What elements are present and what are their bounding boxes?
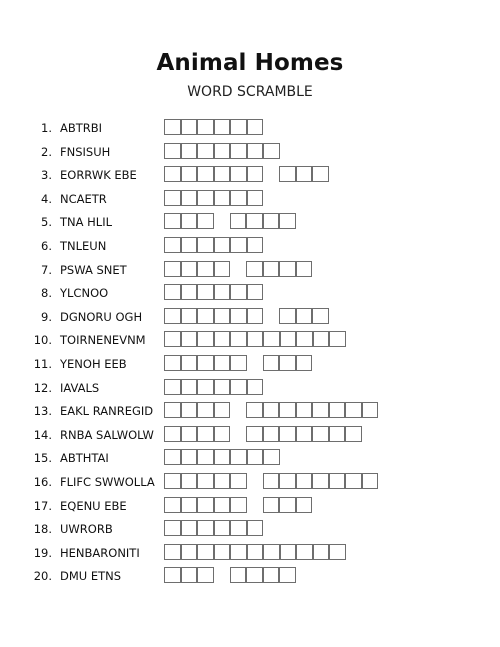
letter-box[interactable] [263, 426, 280, 442]
letter-box[interactable] [181, 331, 198, 347]
letter-box[interactable] [214, 119, 231, 135]
letter-box[interactable] [164, 520, 181, 536]
letter-box[interactable] [247, 308, 264, 324]
puzzle-row [0, 543, 500, 561]
letter-box[interactable] [313, 544, 330, 560]
letter-box[interactable] [230, 449, 247, 465]
letter-box[interactable] [280, 331, 297, 347]
letter-box[interactable] [181, 190, 198, 206]
item-number: 9. [41, 309, 52, 324]
letter-box[interactable] [214, 308, 231, 324]
puzzle-row [0, 448, 500, 466]
letter-box[interactable] [296, 308, 313, 324]
item-number: 10. [33, 333, 52, 348]
puzzle-row [0, 496, 500, 514]
letter-box[interactable] [181, 166, 198, 182]
puzzle-row [0, 142, 500, 160]
letter-box[interactable] [263, 143, 280, 159]
letter-box[interactable] [164, 355, 181, 371]
item-number: 2. [41, 144, 52, 159]
letter-box[interactable] [230, 166, 247, 182]
letter-box[interactable] [247, 331, 264, 347]
letter-box[interactable] [164, 213, 181, 229]
scrambled-word: TOIRNENEVNM [60, 333, 146, 348]
scrambled-word: EQENU EBE [60, 498, 127, 513]
puzzle-row [0, 307, 500, 325]
letter-box[interactable] [164, 567, 181, 583]
letter-box[interactable] [181, 213, 198, 229]
item-number: 14. [33, 427, 52, 442]
letter-box[interactable] [214, 402, 231, 418]
puzzle-row [0, 283, 500, 301]
letter-box[interactable] [246, 426, 263, 442]
letter-box[interactable] [164, 331, 181, 347]
letter-box[interactable] [279, 402, 296, 418]
letter-box[interactable] [164, 473, 181, 489]
letter-box[interactable] [296, 166, 313, 182]
letter-box[interactable] [263, 497, 280, 513]
letter-box[interactable] [312, 473, 329, 489]
letter-box[interactable] [197, 331, 214, 347]
item-number: 16. [33, 475, 52, 489]
letter-box[interactable] [197, 355, 214, 371]
letter-box[interactable] [296, 497, 313, 513]
letter-box[interactable] [296, 261, 313, 277]
letter-box[interactable] [197, 143, 214, 159]
scrambled-word: TNLEUN [60, 239, 107, 253]
letter-box[interactable] [197, 567, 214, 583]
letter-box[interactable] [214, 449, 231, 465]
letter-box[interactable] [247, 544, 264, 560]
letter-box[interactable] [181, 379, 198, 395]
letter-box[interactable] [263, 544, 280, 560]
item-number: 6. [41, 239, 52, 253]
puzzle-row [0, 401, 500, 419]
item-number: 3. [41, 168, 52, 183]
letter-box[interactable] [263, 355, 280, 371]
letter-box[interactable] [345, 426, 362, 442]
puzzle-row [0, 118, 500, 136]
letter-box[interactable] [246, 213, 263, 229]
letter-box[interactable] [214, 261, 231, 277]
letter-box[interactable] [279, 308, 296, 324]
puzzle-row [0, 378, 500, 396]
letter-box[interactable] [181, 402, 198, 418]
letter-box[interactable] [230, 544, 247, 560]
puzzle-row [0, 236, 500, 254]
letter-box[interactable] [230, 213, 247, 229]
letter-box[interactable] [296, 355, 313, 371]
letter-box[interactable] [230, 520, 247, 536]
letter-box[interactable] [214, 520, 231, 536]
letter-box[interactable] [164, 143, 181, 159]
letter-box[interactable] [230, 190, 247, 206]
letter-box[interactable] [181, 284, 198, 300]
item-number: 20. [33, 569, 52, 584]
letter-box[interactable] [197, 449, 214, 465]
letter-box[interactable] [197, 402, 214, 418]
letter-box[interactable] [329, 331, 346, 347]
letter-box[interactable] [181, 497, 198, 513]
puzzle-row [0, 165, 500, 183]
letter-box[interactable] [279, 213, 296, 229]
page-title: Animal Homes [156, 50, 344, 76]
letter-box[interactable] [164, 426, 181, 442]
letter-box[interactable] [164, 237, 181, 253]
letter-box[interactable] [345, 473, 362, 489]
letter-box[interactable] [230, 355, 247, 371]
letter-box[interactable] [181, 473, 198, 489]
letter-box[interactable] [263, 402, 280, 418]
letter-box[interactable] [214, 237, 231, 253]
item-number: 7. [41, 262, 52, 277]
letter-box[interactable] [247, 190, 264, 206]
letter-box[interactable] [263, 261, 280, 277]
letter-box[interactable] [181, 567, 198, 583]
letter-box[interactable] [214, 190, 231, 206]
letter-box[interactable] [197, 190, 214, 206]
item-number: 15. [33, 451, 52, 466]
letter-box[interactable] [181, 237, 198, 253]
letter-box[interactable] [279, 567, 296, 583]
letter-box[interactable] [197, 308, 214, 324]
letter-box[interactable] [312, 308, 329, 324]
page-subtitle: WORD SCRAMBLE [187, 84, 313, 100]
letter-box[interactable] [246, 402, 263, 418]
scrambled-word: RNBA SALWOLW [60, 427, 154, 442]
letter-box[interactable] [197, 166, 214, 182]
letter-box[interactable] [247, 166, 264, 182]
letter-box[interactable] [164, 261, 181, 277]
letter-box[interactable] [214, 473, 231, 489]
scrambled-word: EORRWK EBE [60, 168, 137, 183]
scrambled-word: IAVALS [60, 380, 100, 395]
puzzle-row [0, 330, 500, 348]
letter-box[interactable] [197, 497, 214, 513]
letter-box[interactable] [247, 237, 264, 253]
letter-box[interactable] [296, 544, 313, 560]
puzzle-row [0, 212, 500, 230]
letter-box[interactable] [246, 567, 263, 583]
letter-box[interactable] [279, 166, 296, 182]
letter-box[interactable] [263, 567, 280, 583]
puzzle-row [0, 354, 500, 372]
letter-box[interactable] [164, 119, 181, 135]
letter-box[interactable] [197, 261, 214, 277]
letter-box[interactable] [247, 520, 264, 536]
scrambled-word: DGNORU OGH [60, 309, 143, 324]
letter-box[interactable] [214, 497, 231, 513]
scrambled-word: FNSISUH [60, 144, 111, 159]
letter-box[interactable] [164, 166, 181, 182]
letter-box[interactable] [279, 497, 296, 513]
scrambled-word: FLIFC SWWOLLA [60, 475, 155, 489]
letter-box[interactable] [263, 213, 280, 229]
letter-box[interactable] [164, 544, 181, 560]
item-number: 8. [41, 286, 52, 301]
letter-box[interactable] [164, 190, 181, 206]
letter-box[interactable] [197, 473, 214, 489]
letter-box[interactable] [329, 426, 346, 442]
scrambled-word: DMU ETNS [60, 569, 122, 584]
letter-box[interactable] [312, 166, 329, 182]
letter-box[interactable] [214, 143, 231, 159]
letter-box[interactable] [263, 449, 280, 465]
letter-box[interactable] [214, 331, 231, 347]
scrambled-word: TNA HLIL [60, 215, 113, 230]
letter-box[interactable] [279, 355, 296, 371]
letter-box[interactable] [181, 355, 198, 371]
letter-box[interactable] [181, 520, 198, 536]
letter-box[interactable] [197, 284, 214, 300]
letter-box[interactable] [279, 473, 296, 489]
letter-box[interactable] [313, 331, 330, 347]
letter-box[interactable] [247, 143, 264, 159]
letter-box[interactable] [230, 473, 247, 489]
letter-box[interactable] [164, 497, 181, 513]
letter-box[interactable] [230, 237, 247, 253]
puzzle-row [0, 519, 500, 537]
letter-box[interactable] [280, 544, 297, 560]
letter-box[interactable] [181, 544, 198, 560]
letter-box[interactable] [279, 261, 296, 277]
letter-box[interactable] [263, 473, 280, 489]
letter-box[interactable] [197, 544, 214, 560]
puzzle-row [0, 566, 500, 584]
item-number: 4. [41, 191, 52, 206]
letter-box[interactable] [197, 119, 214, 135]
letter-box[interactable] [362, 402, 379, 418]
letter-box[interactable] [230, 143, 247, 159]
letter-box[interactable] [230, 284, 247, 300]
item-number: 18. [33, 522, 52, 537]
scrambled-word: NCAETR [60, 191, 107, 206]
item-number: 12. [33, 380, 52, 395]
letter-box[interactable] [230, 567, 247, 583]
letter-box[interactable] [197, 426, 214, 442]
letter-box[interactable] [329, 544, 346, 560]
item-number: 5. [41, 215, 52, 230]
scrambled-word: ABTHTAI [60, 451, 109, 466]
letter-box[interactable] [214, 355, 231, 371]
letter-box[interactable] [230, 379, 247, 395]
letter-box[interactable] [214, 379, 231, 395]
letter-box[interactable] [181, 261, 198, 277]
letter-box[interactable] [329, 402, 346, 418]
puzzle-row [0, 189, 500, 207]
letter-box[interactable] [247, 119, 264, 135]
scrambled-word: PSWA SNET [60, 262, 127, 277]
letter-box[interactable] [230, 331, 247, 347]
item-number: 17. [33, 498, 52, 513]
letter-box[interactable] [312, 402, 329, 418]
letter-box[interactable] [246, 261, 263, 277]
letter-box[interactable] [279, 426, 296, 442]
letter-box[interactable] [214, 284, 231, 300]
scrambled-word: HENBARONITI [60, 545, 140, 560]
letter-box[interactable] [230, 119, 247, 135]
letter-box[interactable] [312, 426, 329, 442]
letter-box[interactable] [247, 449, 264, 465]
letter-box[interactable] [197, 379, 214, 395]
letter-box[interactable] [214, 426, 231, 442]
letter-box[interactable] [230, 497, 247, 513]
puzzle-row [0, 472, 500, 490]
letter-box[interactable] [296, 331, 313, 347]
letter-box[interactable] [181, 143, 198, 159]
scrambled-word: YLCNOO [60, 286, 109, 301]
letter-box[interactable] [362, 473, 379, 489]
letter-box[interactable] [181, 308, 198, 324]
letter-box[interactable] [214, 544, 231, 560]
letter-box[interactable] [345, 402, 362, 418]
puzzle-row [0, 425, 500, 443]
letter-box[interactable] [164, 449, 181, 465]
scrambled-word: ABTRBI [60, 121, 103, 135]
letter-box[interactable] [181, 449, 198, 465]
puzzle-row [0, 260, 500, 278]
letter-box[interactable] [181, 119, 198, 135]
letter-box[interactable] [164, 308, 181, 324]
letter-box[interactable] [296, 402, 313, 418]
letter-box[interactable] [214, 166, 231, 182]
letter-box[interactable] [329, 473, 346, 489]
letter-box[interactable] [197, 213, 214, 229]
letter-box[interactable] [296, 473, 313, 489]
item-number: 13. [33, 404, 52, 419]
letter-box[interactable] [164, 379, 181, 395]
letter-box[interactable] [296, 426, 313, 442]
letter-box[interactable] [164, 284, 181, 300]
letter-box[interactable] [247, 379, 264, 395]
letter-box[interactable] [164, 402, 181, 418]
item-number: 1. [41, 121, 52, 135]
letter-box[interactable] [197, 520, 214, 536]
letter-box[interactable] [247, 284, 264, 300]
scrambled-word: YENOH EEB [60, 357, 127, 371]
scrambled-word: EAKL RANREGID [60, 404, 154, 419]
item-number: 19. [33, 545, 52, 560]
item-number: 11. [33, 357, 52, 371]
scrambled-word: UWRORB [60, 522, 113, 537]
letter-box[interactable] [230, 308, 247, 324]
letter-box[interactable] [197, 237, 214, 253]
letter-box[interactable] [181, 426, 198, 442]
letter-box[interactable] [263, 331, 280, 347]
